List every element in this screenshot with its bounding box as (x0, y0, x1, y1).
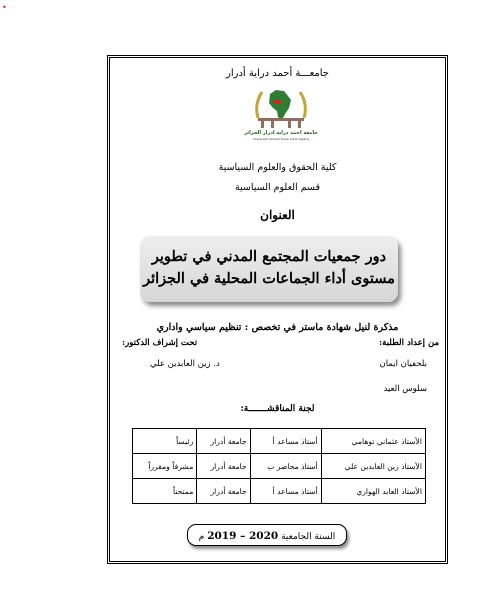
committee-label: لجنة المناقشـــــــة: (240, 404, 315, 414)
table-row (133, 454, 426, 479)
faculty-name: كلية الحقوق والعلوم السياسية (218, 162, 337, 173)
member-name: الأستاذ زين العابدين علي (321, 454, 425, 479)
title-label: العنوان (260, 208, 295, 222)
member-name: الأستاذ العابد الهواري (321, 479, 425, 504)
thesis-title-line2: مستوى أداء الجماعات المحلية في الجزائر (143, 270, 395, 287)
university-name: جامعـــة أحمد دراية أدرار (226, 68, 329, 79)
academic-year-box (187, 524, 347, 546)
logo-text-ar: جامعة احمد دراية ادرار الجزائر (244, 130, 318, 136)
memo-description: مذكرة لنيل شهادة ماستر في تخصص : تنظيم سياسي واداري (156, 322, 399, 333)
member-institution: جامعة أدرار (197, 479, 250, 504)
university-logo-icon (244, 84, 318, 142)
thesis-title-box (140, 236, 398, 302)
academic-year-value: 2019 – 2020 (207, 530, 279, 542)
academic-year-suffix: م (198, 532, 205, 542)
member-name: الأستاذ عثماني توهامي (321, 429, 425, 454)
committee-table (132, 428, 426, 504)
member-rank: أستاذ محاضر ب (250, 454, 321, 479)
student-name: سلوس العيد (383, 384, 427, 394)
member-institution: جامعة أدرار (197, 429, 250, 454)
supervisor-name: د. زين العابدين علي (150, 359, 220, 369)
corner-mark: • (2, 3, 7, 12)
logo-text-fr: Université Ahmed Draia Adrar-Algérie (252, 137, 310, 141)
supervisor-label: تحت إشراف الدكتور: (122, 338, 198, 348)
member-rank: أستاذ مساعد أ (250, 429, 321, 454)
member-role: مشرفاً ومقرراً (133, 454, 197, 479)
table-row (133, 429, 426, 454)
student-name: بلحفيان ايمان (379, 359, 427, 369)
table-row (133, 479, 426, 504)
member-role: ممتحناً (133, 479, 197, 504)
thesis-title-line1: دور جمعيات المجتمع المدني في تطوير (151, 248, 387, 265)
member-rank: أستاذ مساعد أ (250, 479, 321, 504)
prepared-by-label: من إعداد الطلبة: (379, 338, 439, 348)
academic-year-label: السنة الجامعية (281, 532, 336, 542)
department-name: قسم العلوم السياسية (234, 182, 321, 193)
member-role: رئيساً (133, 429, 197, 454)
cover-content (110, 58, 445, 561)
member-institution: جامعة أدرار (197, 454, 250, 479)
cover-frame (107, 55, 448, 564)
